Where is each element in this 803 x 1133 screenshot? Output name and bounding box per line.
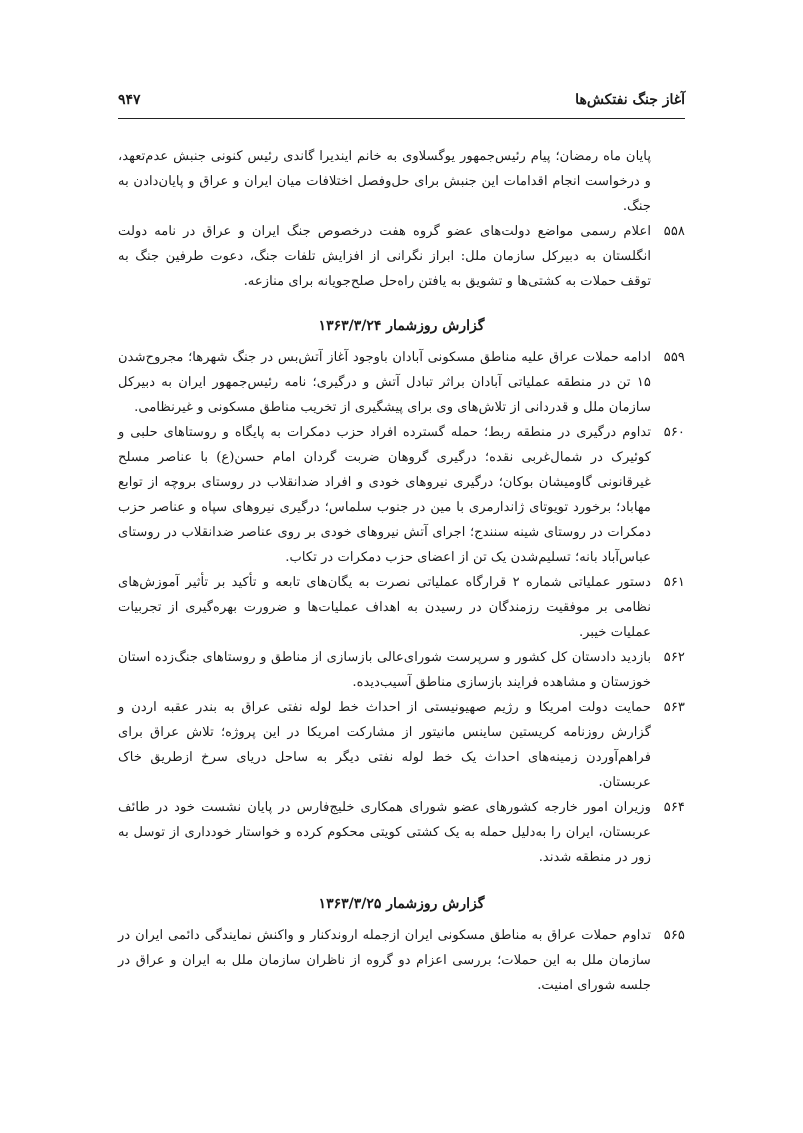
report-heading-2: گزارش روزشمار ۱۳۶۳/۳/۲۵ bbox=[318, 896, 485, 912]
entry-text: وزیران امور خارجه کشورهای عضو شورای همکاری خلیج‌فارس در پایان نشست خود در طائف عربستان، ایران را به‌دلیل حمله به یک کشتی کویتی محکوم کرده و خواستار خودداری از توسل به زور در منطقه شدند. bbox=[118, 800, 651, 865]
entry-number: ۵۶۰ bbox=[663, 425, 685, 440]
page-content bbox=[118, 144, 685, 998]
entry-564 bbox=[118, 795, 685, 870]
entry-561 bbox=[118, 570, 685, 645]
report-heading-1: گزارش روزشمار ۱۳۶۳/۳/۲۴ bbox=[318, 318, 485, 334]
page-number: ۹۴۷ bbox=[118, 92, 141, 108]
entry-text: دستور عملیاتی شماره ۲ قرارگاه عملیاتی نصرت به یگان‌های تابعه و تأکید بر تأثیر آموزش‌های نظامی بر موفقیت رزمندگان در رسیدن به اهداف عملیات‌ها و ضرورت بهره‌گیری از تجربیات عملیات خیبر. bbox=[118, 575, 651, 640]
entry-565 bbox=[118, 923, 685, 998]
entry-text: تداوم حملات عراق به مناطق مسکونی ایران ازجمله اروندکنار و واکنش نمایندگی دائمی ایران در سازمان ملل به این حملات؛ بررسی اعزام دو گروه از ناظران سازمان ملل به ایران و عراق در جلسه شورای امنیت. bbox=[118, 928, 651, 993]
entry-number: ۵۶۳ bbox=[663, 700, 685, 715]
entry-text: بازدید دادستان کل کشور و سرپرست شورای‌عالی بازسازی از مناطق و روستاهای جنگ‌زده استان خوزستان و مشاهده فرایند بازسازی مناطق آسیب‌دیده. bbox=[118, 650, 651, 690]
continued-entry-text: پایان ماه رمضان؛ پیام رئیس‌جمهور یوگسلاوی به خانم ایندیرا گاندی رئیس کنونی جنبش عدم‌تعهد، و درخواست انجام اقدامات این جنبش برای حل‌وفصل اختلافات میان ایران و عراق و پایان‌دادن به جنگ. bbox=[118, 149, 651, 214]
running-title: آغاز جنگ نفتکش‌ها bbox=[575, 92, 685, 108]
entry-559 bbox=[118, 345, 685, 420]
entry-text: تداوم درگیری در منطقه ربط؛ حمله گسترده افراد حزب دمکرات به پایگاه و روستاهای حلبی و کوئیرک در شمال‌غربی نقده؛ درگیری گروهان ضربت گردان امام حسن(ع) با عناصر مسلح غیرقانونی گاومیشان بوکان؛ درگیری نیروهای خودی و افراد ضدانقلاب در روستای بروچه از توابع مهاباد؛ برخورد تویوتای ژاندارمری با مین در جنوب سلماس؛ درگیری نیروهای سپاه و عناصر حزب دمکرات در روستای شینه سنندج؛ اجرای آتش نیروهای خودی بر روی عناصر ضدانقلاب در روستای عباس‌آباد بانه؛ تسلیم‌شدن یک تن از اعضای حزب دمکرات در تکاب. bbox=[118, 425, 651, 565]
entry-number: ۵۵۹ bbox=[663, 350, 685, 365]
entry-562 bbox=[118, 645, 685, 695]
continued-entry bbox=[118, 144, 685, 219]
entry-number: ۵۶۲ bbox=[663, 650, 685, 665]
entry-text: ادامه حملات عراق علیه مناطق مسکونی آبادان باوجود آغاز آتش‌بس در جنگ شهرها؛ مجروح‌شدن ۱۵ تن در منطقه عملیاتی آبادان براثر تبادل آتش و درگیری؛ نامه رئیس‌جمهور ایران به دبیرکل سازمان ملل و قدردانی از تلاش‌های وی برای پیشگیری از تخریب مناطق مسکونی و غیرنظامی. bbox=[118, 350, 651, 415]
entry-number: ۵۶۵ bbox=[663, 928, 685, 943]
page-header bbox=[118, 88, 685, 119]
entry-number: ۵۶۱ bbox=[663, 575, 685, 590]
entry-560 bbox=[118, 420, 685, 570]
entry-text: حمایت دولت امریکا و رژیم صهیونیستی از احداث خط لوله نفتی عراق به بندر عقبه اردن و گزارش روزنامه کریستین ساینس مانیتور از مشارکت امریکا در این پروژه؛ تلاش عراق برای فراهم‌آوردن زمینه‌های احداث یک خط لوله نفتی دیگر به ساحل دریای سرخ ازطریق خاک عربستان. bbox=[118, 700, 651, 790]
entry-number: ۵۶۴ bbox=[663, 800, 685, 815]
entry-text: اعلام رسمی مواضع دولت‌های عضو گروه هفت درخصوص جنگ ایران و عراق در نامه دولت انگلستان به دبیرکل سازمان ملل: ابراز نگرانی از افزایش تلفات جنگ، دعوت طرفین جنگ به توقف حملات به کشتی‌ها و تشویق به یافتن راه‌حل صلح‌جویانه برای منازعه. bbox=[118, 224, 651, 289]
entry-558 bbox=[118, 219, 685, 294]
entry-563 bbox=[118, 695, 685, 795]
entry-number: ۵۵۸ bbox=[663, 224, 685, 239]
